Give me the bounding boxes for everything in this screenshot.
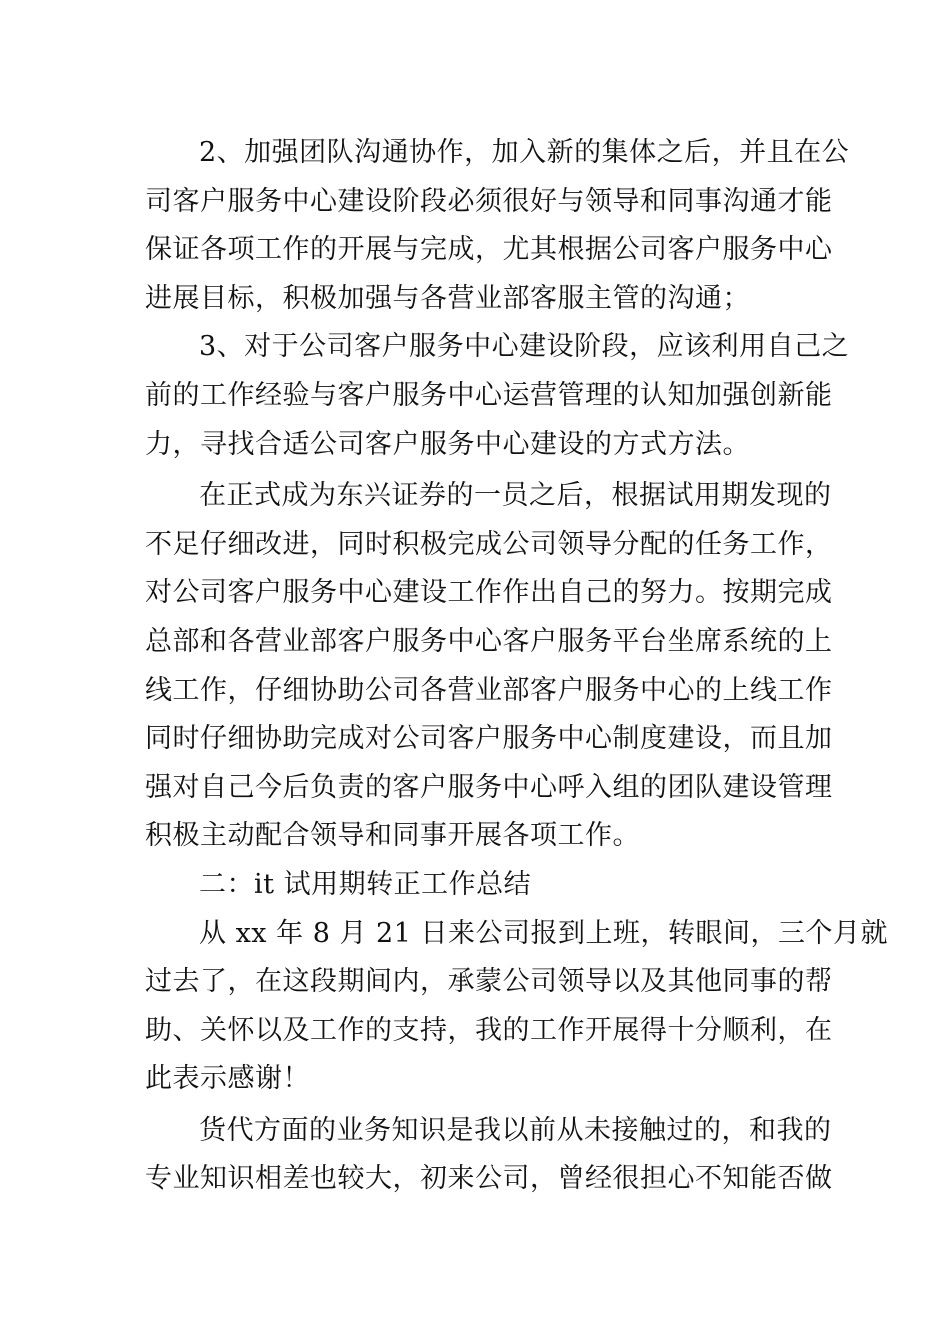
paragraph-line: 强对自己今后负责的客户服务中心呼入组的团队建设管理: [145, 771, 833, 803]
paragraph-line: 此表示感谢！: [145, 1063, 310, 1095]
paragraph-line: 不足仔细改进，同时积极完成公司领导分配的任务工作，: [145, 528, 833, 560]
paragraph-line: 货代方面的业务知识是我以前从未接触过的，和我的: [199, 1114, 832, 1146]
paragraph-line: 助、关怀以及工作的支持，我的工作开展得十分顺利，在: [145, 1014, 833, 1046]
section-heading: 二：it 试用期转正工作总结: [199, 868, 532, 900]
paragraph-line: 对公司客户服务中心建设工作作出自己的努力。按期完成: [145, 577, 833, 609]
paragraph-line: 专业知识相差也较大，初来公司，曾经很担心不知能否做: [145, 1163, 833, 1195]
paragraph-line: 司客户服务中心建设阶段必须很好与领导和同事沟通才能: [145, 185, 833, 217]
paragraph-line: 积极主动配合领导和同事开展各项工作。: [145, 820, 640, 852]
paragraph-line: 在正式成为东兴证券的一员之后，根据试用期发现的: [199, 480, 832, 512]
paragraph-line: 进展目标，积极加强与各营业部客服主管的沟通；: [145, 282, 750, 314]
paragraph-line: 3、对于公司客户服务中心建设阶段，应该利用自己之: [199, 331, 850, 363]
paragraph-line: 力，寻找合适公司客户服务中心建设的方式方法。: [145, 428, 750, 460]
document-body: [145, 129, 888, 1204]
paragraph-line: 前的工作经验与客户服务中心运营管理的认知加强创新能: [145, 379, 833, 411]
paragraph-line: 保证各项工作的开展与完成，尤其根据公司客户服务中心: [145, 234, 833, 266]
paragraph-line: 从 xx 年 8 月 21 日来公司报到上班，转眼间，三个月就: [199, 917, 888, 949]
paragraph-line: 同时仔细协助完成对公司客户服务中心制度建设，而且加: [145, 723, 833, 755]
paragraph-line: 2、加强团队沟通协作，加入新的集体之后，并且在公: [199, 137, 850, 168]
paragraph-line: 过去了，在这段期间内，承蒙公司领导以及其他同事的帮: [145, 966, 833, 998]
paragraph-line: 线工作，仔细协助公司各营业部客户服务中心的上线工作: [145, 674, 833, 706]
paragraph-line: 总部和各营业部客户服务中心客户服务平台坐席系统的上: [145, 625, 833, 657]
